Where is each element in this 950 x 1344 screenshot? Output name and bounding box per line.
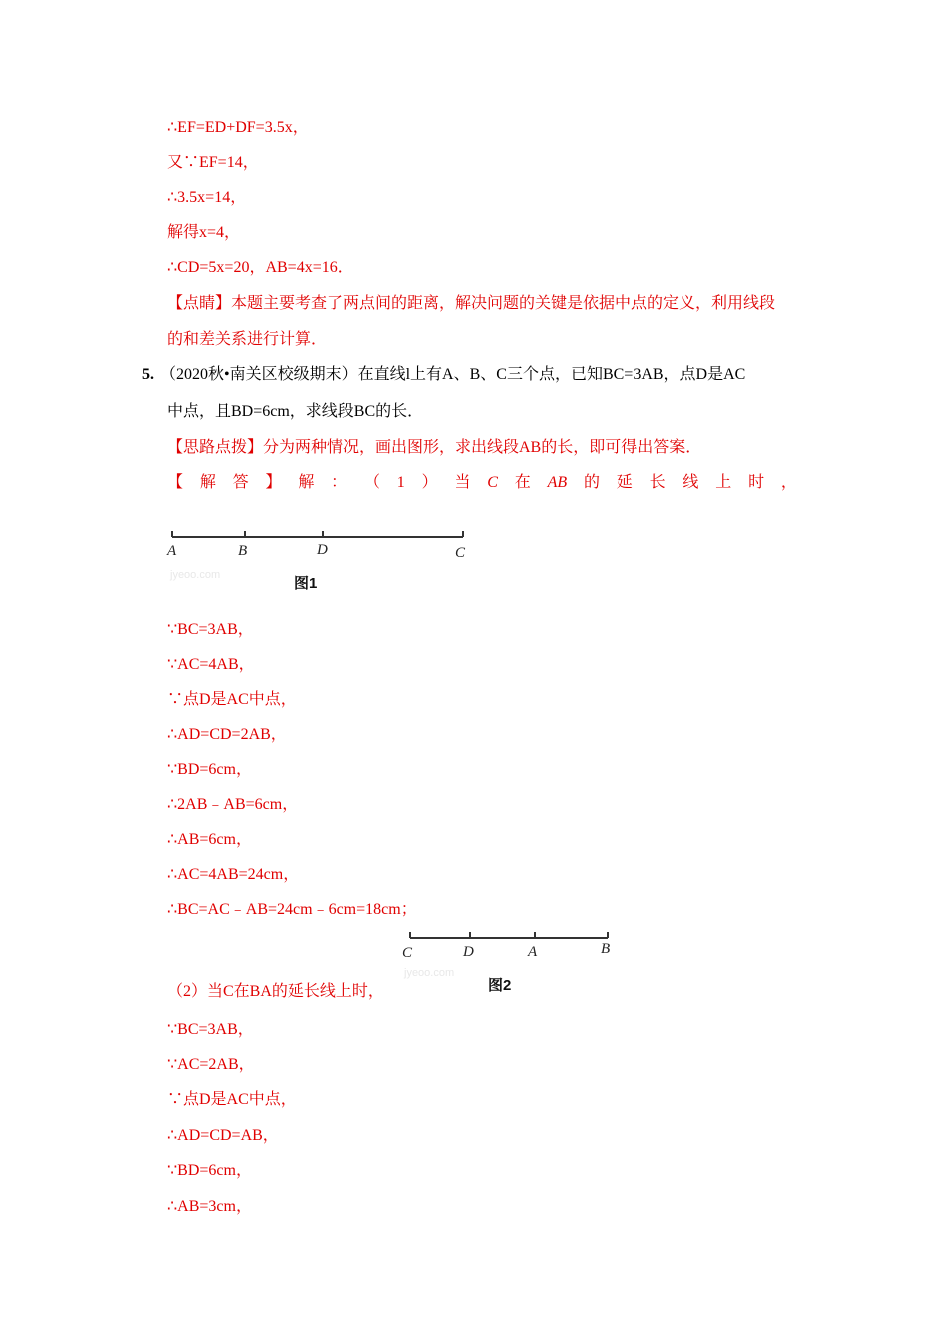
answer-header-char: 的 — [583, 474, 600, 491]
answer-header-char: ， — [780, 474, 797, 491]
answer-header-char: 时 — [748, 474, 765, 491]
solution-line: 又∵EF=14， — [167, 154, 259, 171]
answer-header-char: 线 — [682, 474, 699, 491]
point-label-a: A — [528, 944, 538, 960]
point-label-c: C — [402, 945, 413, 961]
solution-line: ∵点D是AC中点， — [167, 691, 297, 708]
figure-1 — [160, 522, 480, 602]
hint-text: 【思路点拨】分为两种情况，画出图形，求出线段AB的长，即可得出答案． — [167, 439, 702, 456]
answer-header-char: 在 — [514, 474, 531, 491]
answer-header-char: 答 — [232, 474, 249, 491]
solution-line: ∵BC=3AB， — [167, 621, 254, 638]
comment-line: 的和差关系进行计算． — [167, 331, 328, 348]
solution-line: ∴AD=CD=AB， — [167, 1127, 279, 1144]
solution-line: 解得x=4， — [167, 224, 241, 241]
comment-line: 【点睛】本题主要考查了两点间的距离，解决问题的关键是依据中点的定义，利用线段 — [167, 295, 776, 312]
answer-header-char: 解 — [298, 474, 315, 491]
answer-header-char: 1 — [396, 474, 405, 491]
question-number: 5. — [142, 366, 154, 383]
solution-line: ∵AC=2AB， — [167, 1056, 255, 1073]
answer-header-char: 上 — [715, 474, 732, 491]
solution-line: ∴AB=6cm， — [167, 831, 252, 848]
figure-caption: 图2 — [488, 977, 512, 994]
solution-line: ∵AC=4AB， — [167, 656, 255, 673]
point-label-a: A — [167, 543, 177, 559]
solution-line: ∴AB=3cm， — [167, 1198, 252, 1215]
answer-header — [167, 473, 797, 493]
figure-2 — [396, 928, 626, 998]
solution-line: ∴AC=4AB=24cm， — [167, 866, 300, 883]
point-label-d: D — [317, 542, 328, 558]
point-label-b: B — [238, 543, 248, 559]
solution-line: ∴BC=AC﹣AB=24cm﹣6cm=18cm； — [167, 901, 417, 918]
solution-line: ∵BD=6cm， — [167, 761, 252, 778]
answer-header-char: AB — [547, 474, 568, 491]
watermark: jyeoo.com — [170, 569, 221, 581]
point-label-c: C — [455, 545, 466, 561]
answer-header-char: 当 — [454, 474, 471, 491]
answer-header-char: 长 — [649, 474, 666, 491]
answer-header-char: 【 — [167, 474, 184, 491]
solution-line: ∴AD=CD=2AB， — [167, 726, 287, 743]
watermark: jyeoo.com — [404, 967, 455, 979]
answer-header-char: C — [487, 474, 498, 491]
figure-caption: 图1 — [294, 575, 318, 592]
answer-header-char: ： — [331, 474, 348, 491]
solution-line: ∴CD=5x=20，AB=4x=16． — [167, 259, 354, 276]
solution-line: ∴3.5x=14， — [167, 189, 247, 206]
solution-line: ∵点D是AC中点， — [167, 1091, 297, 1108]
point-label-d: D — [463, 944, 474, 960]
solution-line: ∵BC=3AB， — [167, 1021, 254, 1038]
answer-header-char: 延 — [616, 474, 633, 491]
point-label-b: B — [601, 941, 611, 957]
question-text: （2020秋•南关区校级期末）在直线l上有A、B、C三个点，已知BC=3AB，点D是AC — [160, 366, 746, 383]
solution-line: ∴EF=ED+DF=3.5x， — [167, 119, 309, 136]
question-text: 中点，且BD=6cm，求线段BC的长． — [167, 403, 424, 420]
answer-header-char: 】 — [265, 474, 282, 491]
answer-header-char: 解 — [199, 474, 216, 491]
answer-header-char: （ — [363, 474, 380, 491]
answer-header-char: ） — [421, 474, 438, 491]
solution-line: ∵BD=6cm， — [167, 1162, 252, 1179]
case-header: （2）当C在BA的延长线上时， — [167, 983, 384, 1000]
solution-line: ∴2AB﹣AB=6cm， — [167, 796, 299, 813]
